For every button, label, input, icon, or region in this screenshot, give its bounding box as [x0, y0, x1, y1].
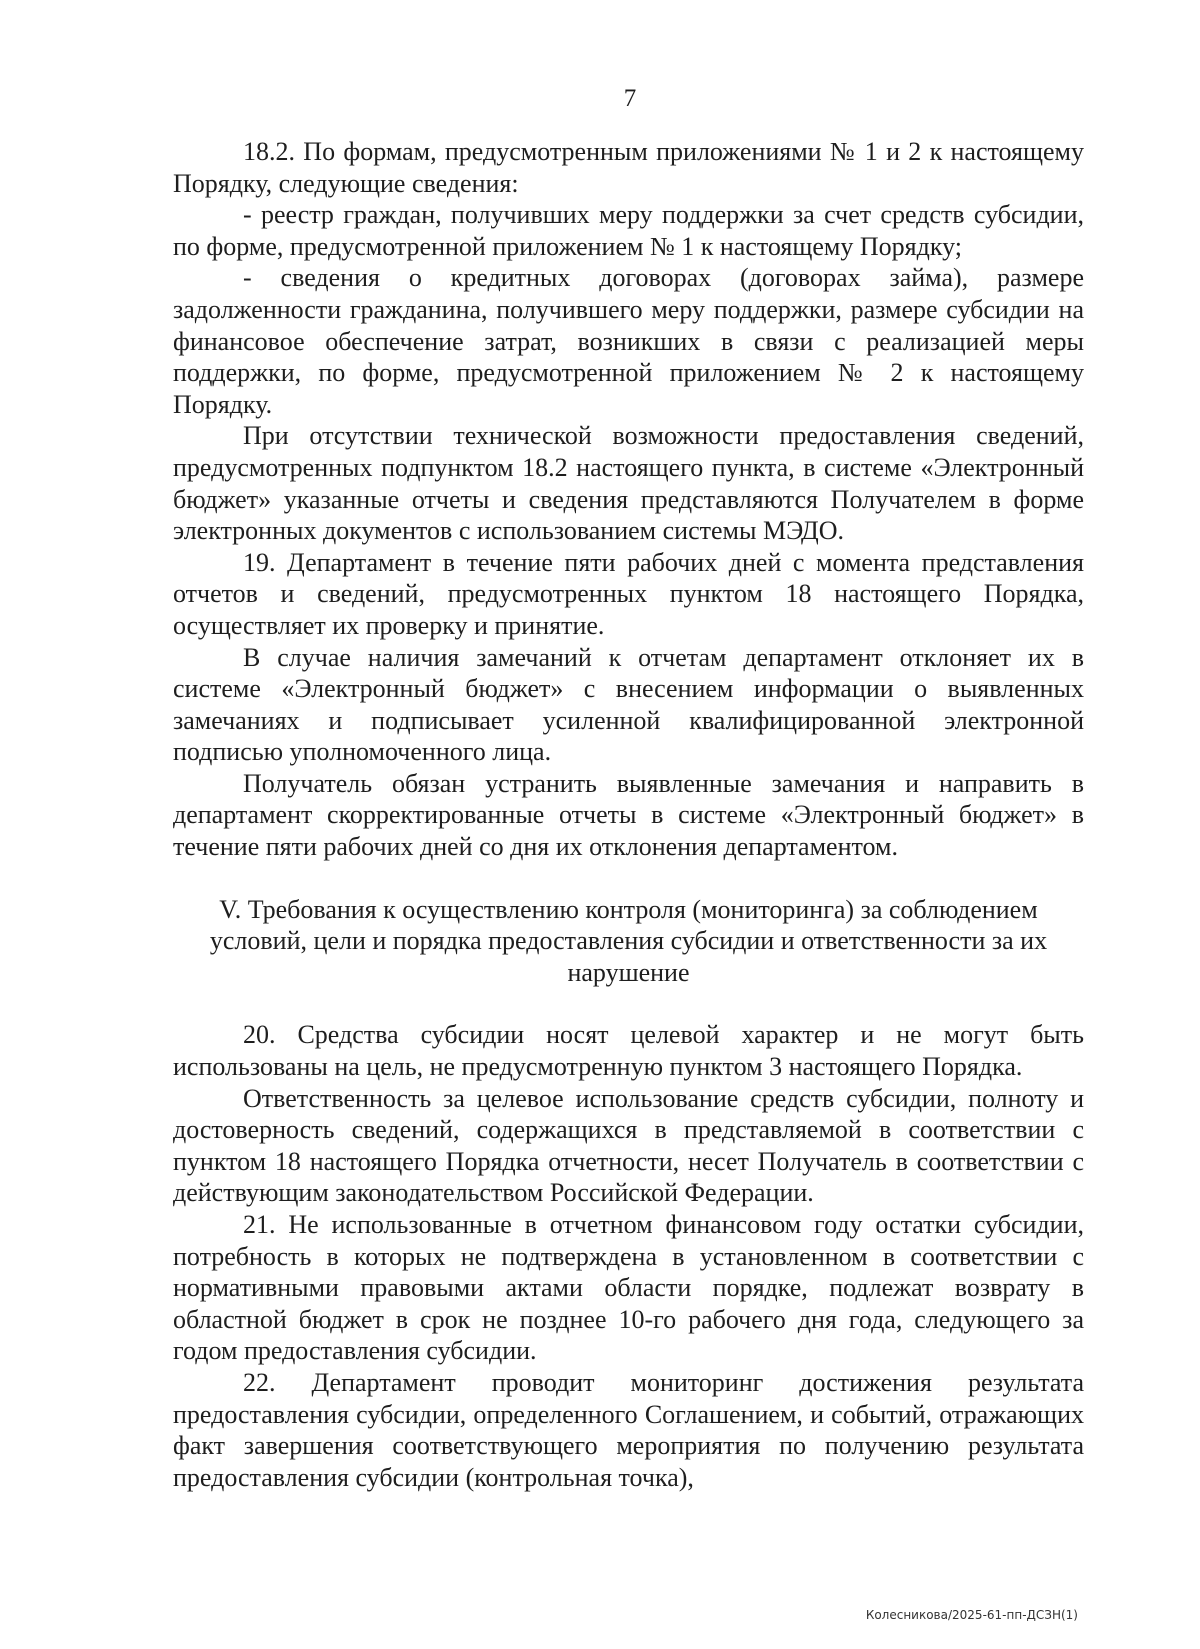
- section-heading-v: V. Требования к осуществлению контроля (мониторинга) за соблюдением условий, цели и порядка предоставления субсидии и ответственности за их нарушение: [209, 894, 1048, 987]
- paragraph-19: 19. Департамент в течение пяти рабочих дней с момента представления отчетов и сведений, предусмотренных пунктом 18 настоящего Порядка, осуществляет их проверку и принятие.: [173, 547, 1084, 640]
- paragraph-22: 22. Департамент проводит мониторинг достижения результата предоставления субсидии, определенного Соглашением, и событий, отражающих факт завершения соответствующего мероприятия по получению результата предоставления субсидии (контрольная точка),: [173, 1367, 1084, 1492]
- paragraph-21: 21. Не использованные в отчетном финансовом году остатки субсидии, потребность в которых не подтверждена в установленном в соответствии с нормативными правовыми актами области порядке, подлежат возврату в областной бюджет в срок не позднее 10-го рабочего дня года, следующего за годом предоставления субсидии.: [173, 1210, 1084, 1366]
- paragraph-remarks-rejection: В случае наличия замечаний к отчетам департамент отклоняет их в системе «Электронный бюджет» с внесением информации о выявленных замечаниях и подписывает усиленной квалифицированной электронной подписью уполномоченного лица.: [173, 642, 1084, 767]
- paragraph-18-2: 18.2. По формам, предусмотренным приложениями № 1 и 2 к настоящему Порядку, следующие сведения:: [173, 137, 1084, 198]
- paragraph-no-technical-possibility: При отсутствии технической возможности предоставления сведений, предусмотренных подпунктом 18.2 настоящего пункта, в системе «Электронный бюджет» указанные отчеты и сведения представляются Получателем в форме электронных документов с использованием системы МЭДО.: [173, 421, 1084, 546]
- paragraph-credit-info-item: - сведения о кредитных договорах (договорах займа), размере задолженности гражданина, получившего меру поддержки, размере субсидии на финансовое обеспечение затрат, возникших в связи с реализацией меры поддержки, по форме, предусмотренной приложением № 2 к настоящему Порядку.: [173, 263, 1084, 419]
- document-body: [173, 136, 1084, 1493]
- page-number: 7: [623, 85, 637, 112]
- footer-document-reference: Колесникова/2025-61-пп-ДСЗН(1): [865, 1608, 1078, 1622]
- paragraph-recipient-obliged: Получатель обязан устранить выявленные замечания и направить в департамент скорректированные отчеты в системе «Электронный бюджет» в течение пяти рабочих дней со дня их отклонения департаментом.: [173, 768, 1084, 862]
- paragraph-registry-item: - реестр граждан, получивших меру поддержки за счет средств субсидии, по форме, предусмотренной приложением № 1 к настоящему Порядку;: [173, 200, 1084, 261]
- paragraph-20: 20. Средства субсидии носят целевой характер и не могут быть использованы на цель, не предусмотренную пунктом 3 настоящего Порядка.: [173, 1020, 1084, 1082]
- paragraph-responsibility: Ответственность за целевое использование средств субсидии, полноту и достоверность сведений, содержащихся в представляемой в соответствии с пунктом 18 настоящего Порядка отчетности, несет Получатель в соответствии с действующим законодательством Российской Федерации.: [173, 1083, 1084, 1208]
